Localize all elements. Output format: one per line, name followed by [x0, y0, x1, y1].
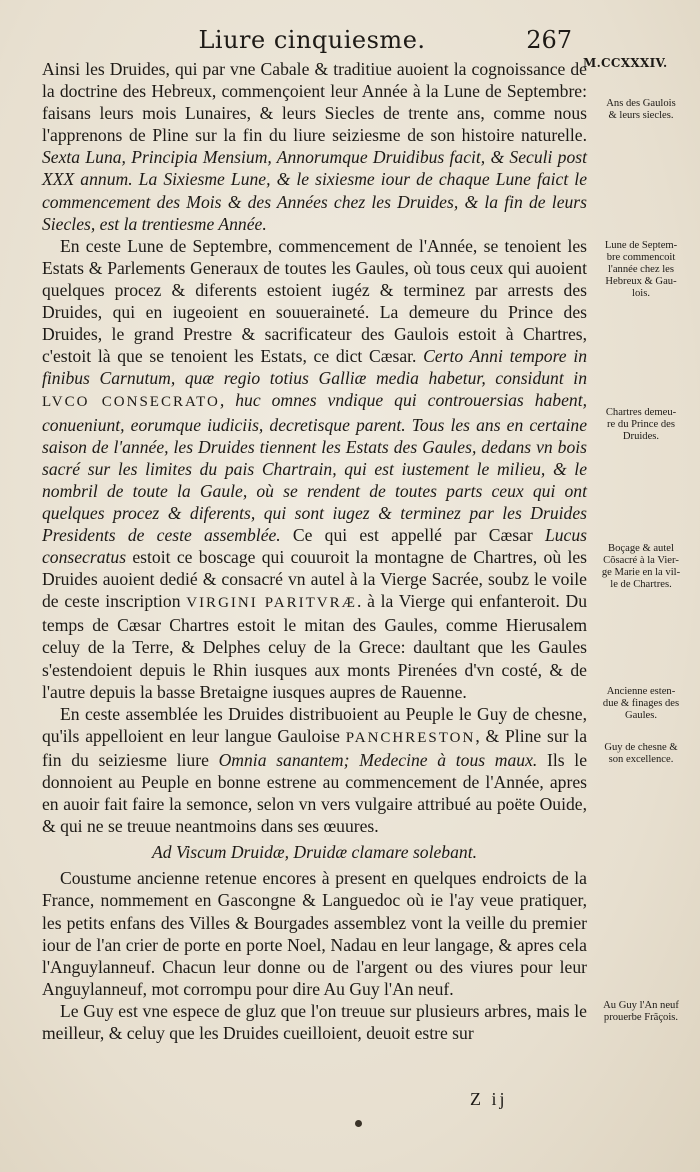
paragraph	[42, 703, 587, 838]
text-run: Ad Viscum Druidæ, Druidæ clamare solebant.	[152, 842, 477, 863]
text-run: En ceste assemblée les Druides distribuoient au Peuple le Guy de chesne, qu'ils appelloient en leur langue Gauloise	[42, 703, 587, 746]
marginal-note-line: Gaules.	[624, 710, 658, 721]
text-run: Certo Anni tempore in finibus Carnutum, quæ regio totius Galliæ media habetur, considunt in	[42, 346, 587, 389]
marginal-note-line: Guy de chesne &	[604, 742, 678, 753]
main-text-column	[42, 58, 587, 1044]
marginal-note	[585, 407, 697, 443]
text-run: , & Pline sur la fin du seiziesme liure	[42, 725, 587, 770]
marginal-note	[585, 742, 697, 766]
marginal-note-line: Druides.	[622, 431, 660, 442]
marginal-note-line: ge Marie en la vil-	[601, 567, 681, 578]
marginal-note-line: l'année chez les	[607, 264, 675, 275]
marginal-note	[585, 98, 697, 122]
year-marker: M.CCXXXIV.	[583, 56, 668, 70]
marginal-note-line: Chartres demeu-	[605, 407, 677, 418]
marginal-note-line: & leurs siecles.	[608, 110, 674, 121]
marginal-note-line: Au Guy l'An neuf	[603, 1000, 679, 1011]
text-run: VIRGINI PARITVRÆ	[186, 595, 357, 612]
text-run: En ceste Lune de Septembre, commencement de l'Année, se tenoient les Estats & Parlements Generaux de toutes les Gaules, où tous ceux qui auoient quelques procez & diferents estoient iugéz & terminez par arrests des Druides, qui en iugeoient en souueraineté. La demeure du Prince des Druides, le grand Prestre & sacrificateur des Gaulois estoit à Chartres, c'estoit là que se tenoient les Estats, ce dict Cæsar.	[42, 235, 587, 367]
paragraph	[42, 1000, 587, 1044]
text-run: Coustume ancienne retenue encores à present en quelques endroicts de la France, nommement en Gascongne & Languedoc où ie l'ay veue pratiquer, les petits enfans des Villes & Bourgades assemblez vont la veille du premier iour de l'an crier de porte en porte Noel, Nadau en leur langage, & apres cela l'Anguylanneuf. Chacun leur donne ou de l'argent ou des viures pour leur Anguylanneuf, mot corrompu pour dire Au Guy l'An neuf.	[42, 868, 587, 999]
marginal-note-line: Boçage & autel	[608, 543, 674, 554]
text-run: LVCO CONSECRATO	[42, 394, 220, 411]
text-run: Omnia sanantem; Medecine à tous maux.	[218, 749, 538, 770]
paragraph	[42, 235, 587, 703]
marginal-note-line: due & finages des	[602, 698, 680, 709]
paragraph	[42, 867, 587, 1000]
marginal-note-line: Ancienne esten-	[606, 686, 676, 697]
marginal-note-line: bre commencoit	[606, 252, 676, 263]
marginal-note	[585, 686, 697, 722]
paragraph	[42, 58, 587, 235]
running-head	[42, 26, 582, 56]
signature-mark: Z ij	[470, 1089, 508, 1109]
marginal-note-line: son excellence.	[608, 754, 674, 765]
text-run: Sexta Luna, Principia Mensium, Annorumque Druidibus facit, & Seculi post XXX annum. La Sixiesme Lune, & le sixiesme iour de chaque Lune faict le commencement des Mois & des Années chez les Druides, & la fin de leurs Siecles, est la trentiesme Année.	[42, 147, 587, 234]
text-run: , huc omnes vndique qui controuersias habent, conueniunt, eorumque iudiciis, decretisque parent. Tous les ans en certaine saison de l'année, les Druides tiennent les Estats des Gaules, dedans vn bois sacré sur les limites du pais Chartrain, qui est iustement le milieu, & le nombril de toute la Gaule, où se rendent de toutes parts ceux qui ont quelques procez & diferents, qui sont iugez & terminez par les Druides Presidents de ceste assemblée.	[42, 390, 587, 545]
text-run: Lucus consecratus	[42, 524, 588, 568]
marginal-note-line: Hebreux & Gau-	[605, 276, 677, 287]
marginal-note-line: prouerbe Frãçois.	[603, 1012, 679, 1023]
text-run: Ainsi les Druides, qui par vne Cabale & traditiue auoient la cognoissance de la doctrine des Hebreux, commençoient leur Année à la Lune de Septembre: faisans leurs mois Lunaires, & leurs Siecles de trente ans, comme nous l'apprenons de Pline sur la fin du liure seiziesme de son histoire naturelle.	[42, 59, 587, 146]
marginal-note-line: lois.	[632, 288, 650, 299]
text-run: estoit ce boscage qui couuroit la montagne de Chartres, où les Druides auoient dedié & consacré vn autel à la Vierge Sacrée, soubz le voile de ceste inscription	[42, 547, 587, 612]
marginal-note	[585, 543, 697, 591]
marginal-note-line: Lune de Septem-	[604, 240, 678, 251]
page-number: 267	[526, 26, 572, 54]
text-run: Ce qui est appellé par Cæsar	[280, 524, 545, 545]
marginal-note	[585, 1000, 697, 1024]
text-run: Ils le donnoient au Peuple en bonne estrene au commencement de l'Année, apres en auoir fait faire la semonce, selon vn vers vulgaire attribué au poëte Ouide, & qui ne se treuue neantmoins dans ses œuures.	[42, 749, 588, 837]
text-run: PANCHRESTON	[345, 729, 476, 746]
running-title: Liure cinquiesme.	[198, 26, 426, 54]
section-heading	[42, 841, 587, 863]
marginal-note-line: le de Chartres.	[610, 579, 672, 590]
text-run: Le Guy est vne espece de gluz que l'on treuue sur plusieurs arbres, mais le meilleur, & celuy que les Druides cueilloient, deuoit estre sur	[42, 1000, 587, 1044]
marginal-note-line: Ans des Gaulois	[606, 98, 676, 109]
marginal-note-line: Cõsacré à la Vier-	[603, 555, 679, 566]
text-run: . à la Vierge qui enfanteroit. Du temps de Cæsar Chartres estoit le mitan des Gaules, comme Hierusalem celuy de la Terre, & Delphes celuy de la Grece: daultant que les Gaules s'estendoient depuis le Rhin iusques aux monts Pirenées d'vn costé, & de l'autre depuis la basse Bretaigne iusques aupres de Rauenne.	[42, 591, 588, 702]
ornament-dot	[355, 1120, 362, 1127]
marginal-note	[585, 240, 697, 300]
marginal-note-line: re du Prince des	[607, 419, 675, 430]
